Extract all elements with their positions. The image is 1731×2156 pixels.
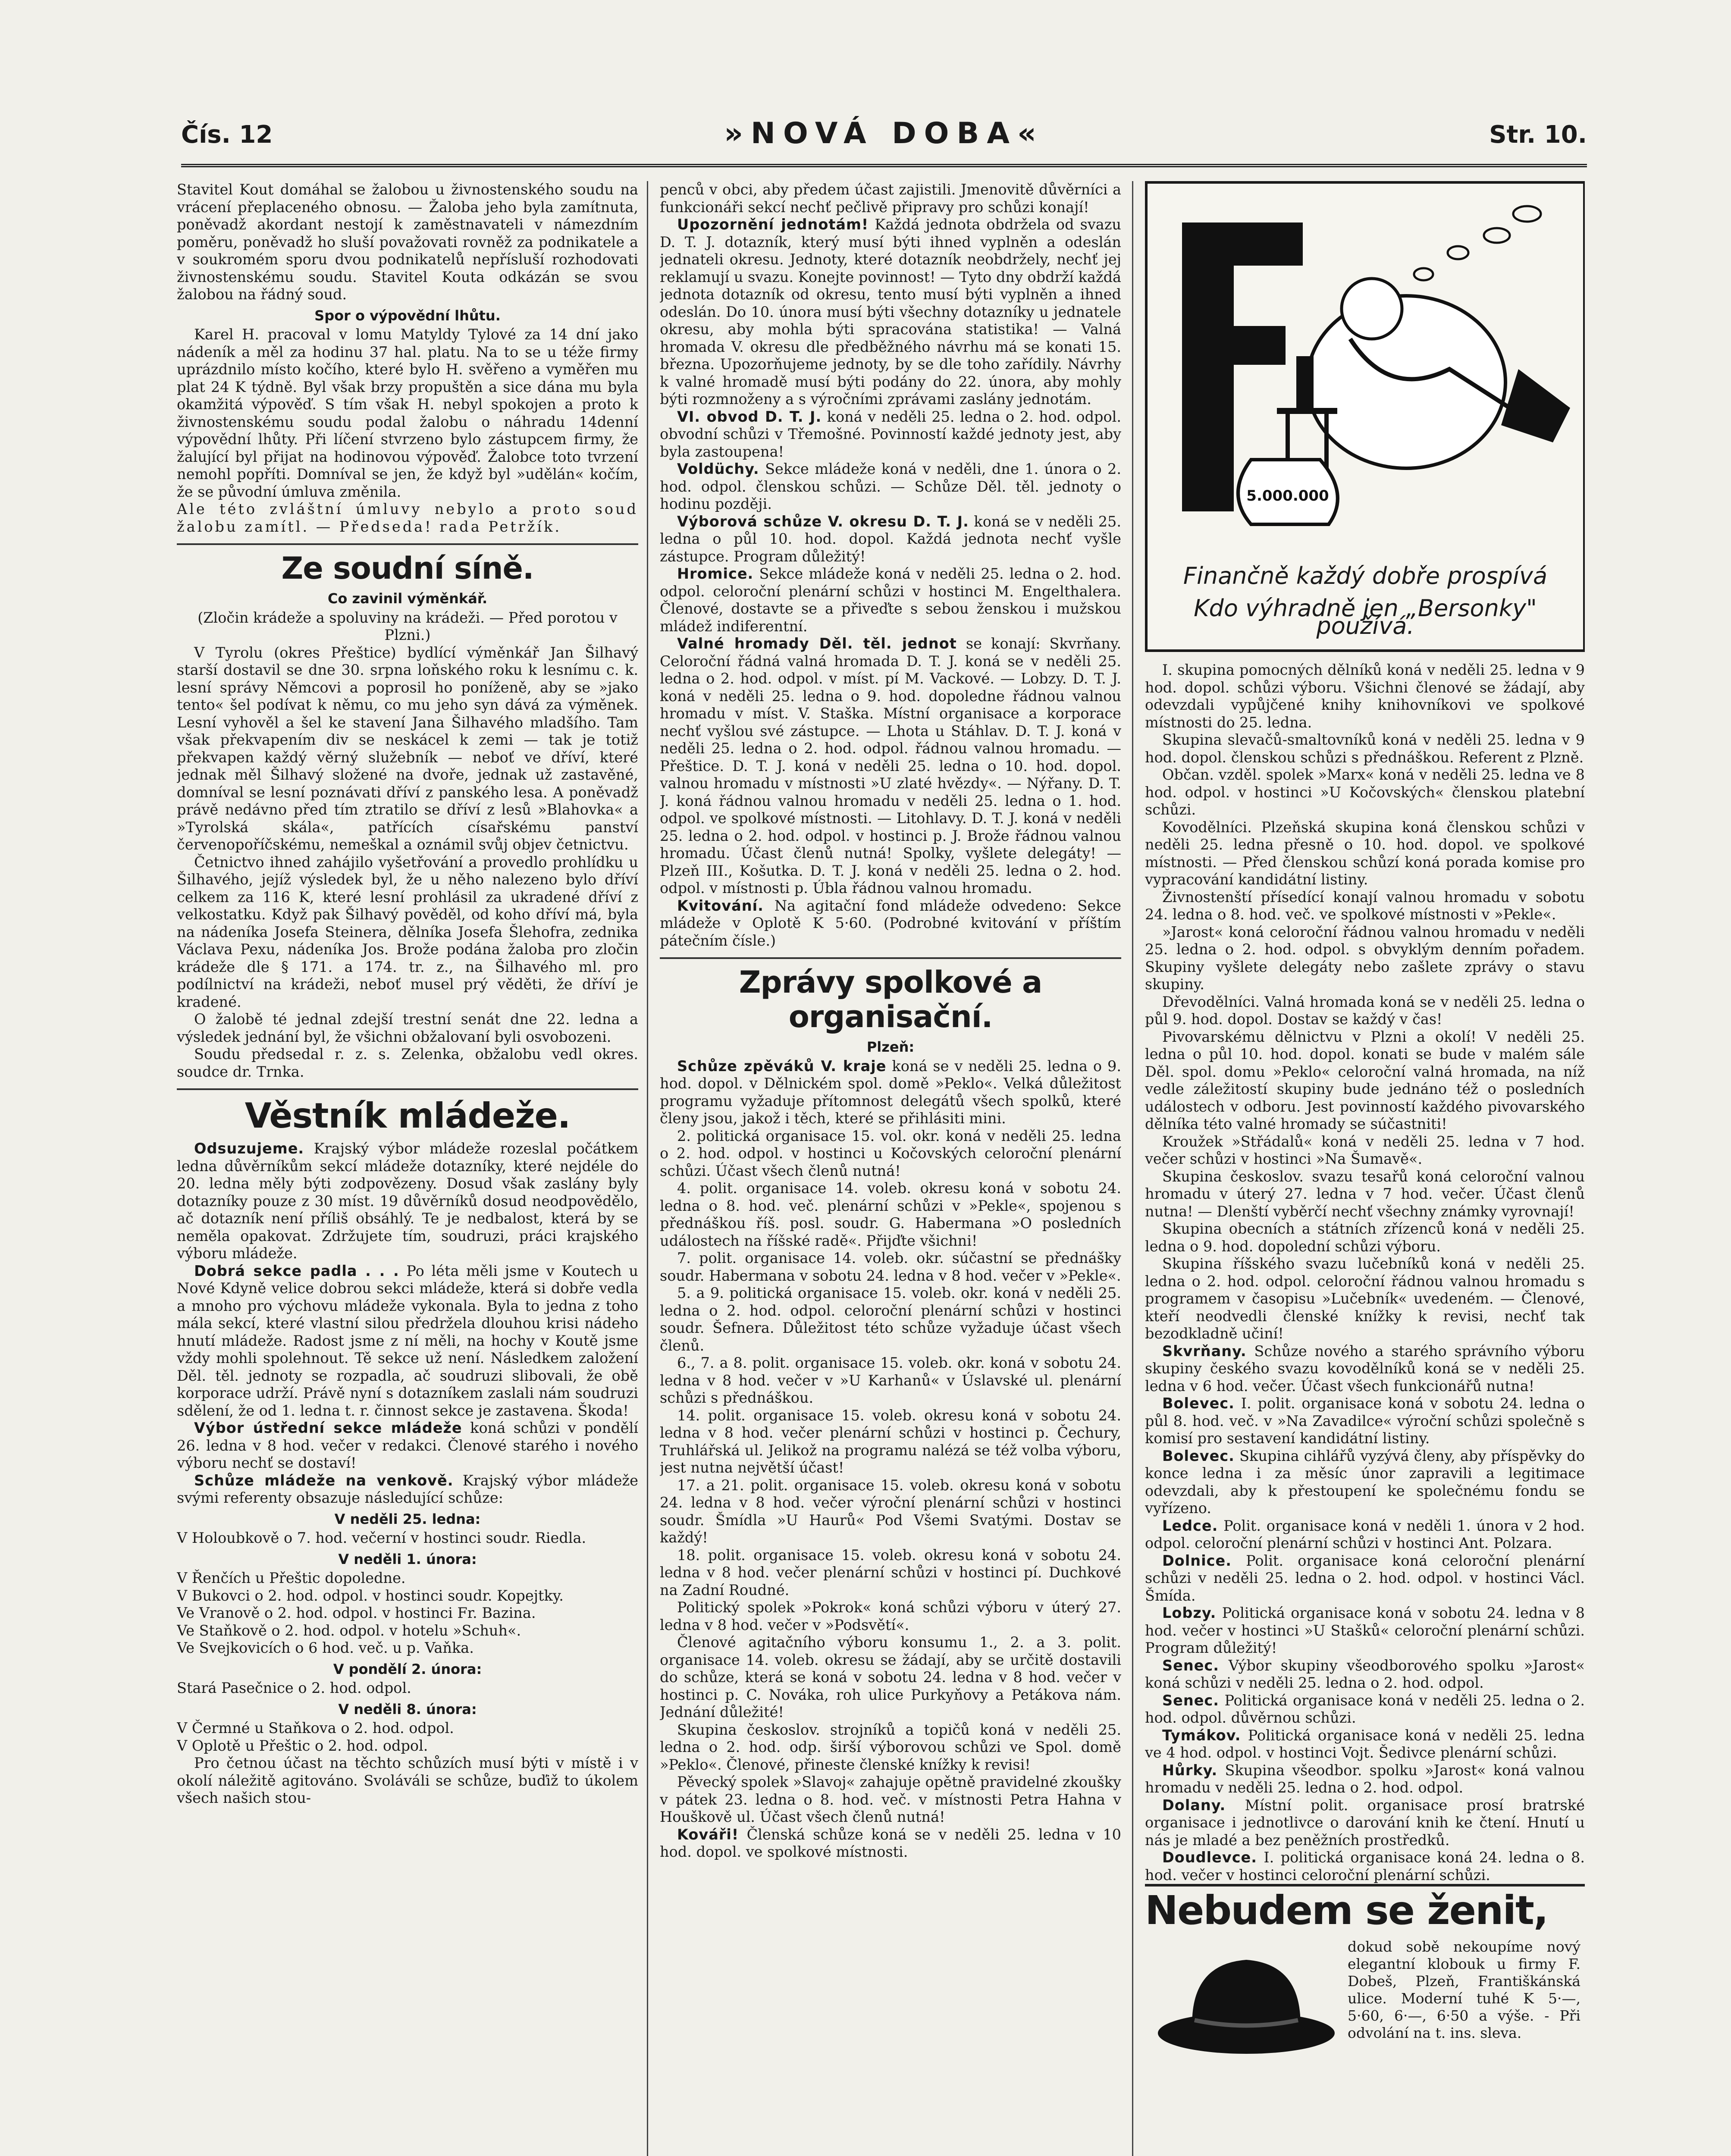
paragraph-lead: VI. obvod D. T. J. xyxy=(677,408,822,425)
article-paragraph xyxy=(660,408,1121,461)
article-paragraph: Politický spolek »Pokrok« koná schůzi výboru v úterý 27. ledna v 8 hod. večer v »Podsvětí«. xyxy=(660,1599,1121,1633)
bowler-hat-icon xyxy=(1154,1947,1339,2059)
column-rule xyxy=(1132,181,1133,2156)
date-heading: V neděli 1. února: xyxy=(338,1551,477,1567)
notice-paragraph: Živnostenští přísedící konají valnou hromadu v sobotu 24. ledna o 8. hod. več. ve spolkové místnosti v »Pekle«. xyxy=(1145,888,1585,923)
article-paragraph: O žalobě té jednal zdejší trestní senát dne 22. ledna a výsledek jednání byl, že všichni obžalovaní byli osvobozeni. xyxy=(177,1011,638,1045)
advertisement-line-1: Finančně každý dobře prospívá xyxy=(1183,562,1548,589)
article-paragraph: 7. polit. organisace 14. voleb. okr. súčastní se přednášky soudr. Habermana v sobotu 24. ledna v 8 hod. večer v »Pekle«. xyxy=(660,1250,1121,1284)
notice-paragraph xyxy=(1145,1727,1585,1762)
schedule-item: V Oplotě u Přeštic o 2. hod. odpol. xyxy=(177,1737,428,1754)
article-paragraph: 5. a 9. politická organisace 15. voleb. okr. koná v neděli 25. ledna o 2. hod. odpol. celoroční plenární schůzi v hostinci soudr. Šefnera. Důležitost této schůze vyžaduje účast všech členů. xyxy=(660,1285,1121,1354)
article-paragraph: Skupina českoslov. strojníků a topičů koná v neděli 25. ledna o 2. hod. odp. širší výborovou schůzi ve Spol. domě »Peklo«. Členové, přineste členské knížky k revisi! xyxy=(660,1721,1121,1773)
date-heading: V neděli 8. února: xyxy=(338,1701,477,1717)
paragraph-lead: Valné hromady Děl. těl. jednot xyxy=(677,635,957,652)
article-heading: Co zavinil výměnkář. xyxy=(327,590,488,607)
paragraph-text: Na agitační fond mládeže odvedeno: Sekce mládeže v Oplotě K 5·60. (Podrobné kvitování v příštím pátečním čísle.) xyxy=(660,897,1121,949)
section-heading: Zprávy spolkové a organisační. xyxy=(660,957,1121,1034)
paragraph-text: Místní polit. organisace prosí bratrské organisace i jednotlivce o darování knih ke čtení. Hnutí u nás je mladé a bez peněžních prostředků. xyxy=(1145,1796,1585,1849)
paragraph-lead: Schůze zpěváků V. kraje xyxy=(677,1057,887,1075)
paragraph-text: Po léta měli jsme v Koutech u Nové Kdyně velice dobrou sekci mládeže, která si dobře vedla a mnoho pro výchovu mládeže vykonala. Byla to jedna z toho mála sekcí, které vlastní silou předržela dlouhou krisi nádeho hnutí mládeže. Radost jsme z ní měli, na hochy v Koutě jsme vždy mohli spolehnout. Tě sekce už není. Následkem založení Děl. těl. jednoty se rozpadla, ač soudruzi slibovali, že obě korporace udrží. Právě nyní s dotazníkem zaslali nám soudruzi sdělení, že od 1. ledna t. r. činnost sekce je zastavena. Škoda! xyxy=(177,1262,638,1419)
shoe-icon xyxy=(1501,369,1570,442)
hat-advertisement xyxy=(1145,1884,1585,2079)
paragraph-text: Politická organisace koná v sobotu 24. ledna v 8 hod. večer v hostinci »U Stašků« celoroční plenární schůzi. Program důležitý! xyxy=(1145,1604,1585,1656)
article-paragraph xyxy=(660,216,1121,408)
notice-paragraph xyxy=(1145,1552,1585,1605)
paragraph-lead: Tymákov. xyxy=(1162,1727,1241,1744)
notice-paragraph xyxy=(1145,1797,1585,1849)
issue-number: Čís. 12 xyxy=(181,121,273,149)
paragraph-lead: Bolevec. xyxy=(1162,1447,1235,1464)
article-paragraph: penců v obci, aby předem účast zajistili. Jmenovitě důvěrníci a funkcionáři sekcí nechť pečlivě připravy pro schůzi konají! xyxy=(660,181,1121,216)
bersonky-advertisement xyxy=(1145,181,1585,652)
notice-paragraph: Kroužek »Střádalů« koná v neděli 25. ledna v 7 hod. večer schůzi v hostinci »Na Šumavě«. xyxy=(1145,1133,1585,1167)
paragraph-text: Sekce mládeže koná v neděli, dne 1. února o 2. hod. odpol. členskou schůzi. — Schůze Děl. těl. jednoty o hodinu později. xyxy=(660,461,1121,512)
article-paragraph: 17. a 21. polit. organisace 15. voleb. okresu koná v sobotu 24. ledna v 8 hod. večer výroční plenární schůzi v hostinci soudr. Šmídla »U Haurů« Pod Všemi Svatými. Dostav se každý! xyxy=(660,1476,1121,1546)
article-heading: Spor o výpovědní lhůtu. xyxy=(314,307,501,324)
notice-paragraph: Skupina slevačů-smaltovníků koná v neděli 25. ledna v 9 hod. dopol. členskou schůzi s přednáškou. Referent z Plzně. xyxy=(1145,731,1585,766)
advertisement-line-2: Kdo výhradně jen „Bersonky" používá. xyxy=(1194,595,1537,639)
paragraph-text: Schůze nového a starého správního výboru skupiny českého svazu kovodělníků koná se v neděli 25. ledna v 6 hod. večer. Účast všech funkcionářů nutna! xyxy=(1145,1342,1585,1395)
notice-paragraph xyxy=(1145,1343,1585,1395)
schedule-item: V Řenčích u Přeštic dopoledne. xyxy=(177,1570,406,1586)
notice-paragraph xyxy=(1145,1517,1585,1552)
schedule-item: Ve Vranově o 2. hod. odpol. v hostinci Fr. Bazina. xyxy=(177,1604,536,1621)
schedule-item: V Bukovci o 2. hod. odpol. v hostinci soudr. Kopejtky. xyxy=(177,1587,564,1604)
notice-paragraph xyxy=(1145,1657,1585,1692)
article-paragraph xyxy=(660,461,1121,513)
article-paragraph: Pěvecký spolek »Slavoj« zahajuje opětně pravidelné zkoušky v pátek 23. ledna o 8. hod. več. v místnosti Petra Hahna v Houškově ul. Účast všech členů nutná! xyxy=(660,1774,1121,1825)
schedule-item: Stará Pasečnice o 2. hod. odpol. xyxy=(177,1680,411,1696)
article-paragraph: Stavitel Kout domáhal se žalobou u živnostenského soudu na vrácení přeplaceného obnosu. — Žaloba jeho byla zamítnuta, poněvadž akordant nestojí k zaměstnavateli v námezdním poměru, poněvadž ho sluší považovati rovněž za podnikatele a v soukromém sporu dvou podnikatelů nepřísluší rozhodovati živnostenskému soudu. Stavitel Kouta odkázán se svou žalobou na řádný soud. xyxy=(177,181,638,303)
notice-paragraph xyxy=(1145,1604,1585,1657)
schedule-item: V Čermné u Staňkova o 2. hod. odpol. xyxy=(177,1720,454,1736)
paragraph-text: Politická organisace koná v neděli 25. ledna ve 4 hod. odpol. v hostinci Vojt. Šedivce plenární schůzi. xyxy=(1145,1727,1585,1761)
notice-paragraph xyxy=(1145,1762,1585,1797)
article-paragraph xyxy=(660,565,1121,635)
article-paragraph: V Tyrolu (okres Přeštice) bydlící výměnkář Jan Šilhavý starší dostavil se dne 30. srpna loňského roku k lesnímu c. k. lesní správy Němcovi a poprosil ho poníženě, aby se »jako tento« šel podívat k němu, co mu jeho syn dává za výměnek. Lesní vyhověl a šel ke stavení Jana Šilhavého mladšího. Tam však překvapením div se neskácel k zemi — tak je totiž překvapen každý věrný služebník — neboť ve dříví, které jednak měl Šilhavý složené na dvoře, jednak už zastavěné, domníval se lesní poznávati dříví z panského lesa. A poněvadž právě nedávno před tím ztratilo se dříví z lesů »Blahovka« a »Tyrolská skála«, patřících císařskému panství červenopoříčskému, nemeškal a oznámil svůj objev četnictvu. xyxy=(177,644,638,853)
article-paragraph: 6., 7. a 8. polit. organisace 15. voleb. okr. koná v sobotu 24. ledna v 8 hod. večer v »U Karhanů« v Úslavské ul. plenární schůzi s přednáškou. xyxy=(660,1354,1121,1406)
schedule-item: Ve Svejkovicích o 6 hod. več. u p. Vaňka. xyxy=(177,1639,474,1656)
paragraph-text: koná se v neděli 25. ledna o 9. hod. dopol. v Dělnickém spol. domě »Peklo«. Velká důležitost programu vyžaduje přítomnost delegátů všech spolků, které členy jsou, jakož i těch, které se přihlásiti mini. xyxy=(660,1057,1121,1127)
paragraph-lead: Odsuzujeme. xyxy=(194,1140,304,1157)
paragraph-text: Výbor skupiny všeodborového spolku »Jarost« koná schůzi v neděli 25. ledna o 2. hod. odpol. xyxy=(1145,1657,1585,1691)
column-1 xyxy=(177,181,638,2156)
paragraph-text: se konají: Skvrňany. Celoroční řádná valná hromada D. T. J. koná se v neděli 25. ledna o 2. hod. odpol. v míst. pí M. Vackové. — Lobzy. D. T. J. koná v neděli 25. ledna o 9. hod. dopoledne řádnou valnou hromadu v míst. V. Staška. Místní organisace a korporace nechť vyšlou své zástupce. — Lhota u Stáhlav. D. T. J. koná v neděli 25. ledna o 2. hod. odpol. řádnou valnou hromadu. — Přeštice. D. T. J. koná v neděli 25. ledna o 10. hod. dopol. valnou hromadu v místnosti »U zlaté hvězdy«. — Nýřany. D. T. J. koná řádnou valnou hromadu v neděli 25. ledna o 1. hod. odpol. ve spolkové místnosti. — Litohlavy. D. T. J. koná v neděli 25. ledna o 2. hod. odpol. v hostinci p. J. Brože řádnou valnou hromadu. Účast členů nutná! Spolky, vyšlete delegáty! — Plzeň III., Košutka. D. T. J. koná v neděli 25. ledna o 2. hod. odpol. v místnosti p. Úbla řádnou valnou hromadu. xyxy=(660,635,1121,896)
column-3 xyxy=(1145,181,1585,2156)
notice-paragraph: Skupina říšského svazu lučebníků koná v neděli 25. ledna o 2. hod. odpol. celoroční řádnou valnou hromadu s programem v časopisu »Lučebník« uvedeném. — Členové, kteří neodvedli členské knížky k revisi, nechť tak bezodkladně učiní! xyxy=(1145,1255,1585,1342)
notice-paragraph xyxy=(1145,1849,1585,1884)
article-paragraph xyxy=(177,1420,638,1472)
article-paragraph: Karel H. pracoval v lomu Matyldy Tylové za 14 dní jako nádeník a měl za hodinu 37 hal. platu. Na to se u téže firmy uprázdnilo místo kočího, které bylo H. svěřeno a vyměřen mu plat 24 K týdně. Byl však brzy propuštěn a sice dána mu byla okamžitá výpověď. S tím však H. nebyl spokojen a proto k živnostenskému soudu podal žalobu o náhradu 14denní výpovědní lhůty. Při líčení stvrzeno bylo zástupcem firmy, že žalující byl přijat na hodinovou výpověď. Žalobce toto tvrzení nemohl popříti. Domníval se jen, že když byl »udělán« kočím, že se původní úmluva změnila. xyxy=(177,326,638,500)
hat-advertisement-headline: Nebudem se ženit, xyxy=(1145,1887,1548,1934)
page-number: Str. 10. xyxy=(1489,121,1587,149)
paragraph-lead: Bolevec. xyxy=(1162,1395,1235,1412)
article-paragraph xyxy=(177,1472,638,1507)
article-paragraph xyxy=(660,513,1121,566)
article-paragraph xyxy=(660,1058,1121,1128)
column-2 xyxy=(660,181,1121,2156)
article-paragraph: Soudu předsedal r. z. s. Zelenka, obžalobu vedl okres. soudce dr. Trnka. xyxy=(177,1046,638,1080)
section-heading: Ze soudní síně. xyxy=(177,543,638,586)
paragraph-lead: Výborová schůze V. okresu D. T. J. xyxy=(677,513,969,530)
city-heading: Plzeň: xyxy=(866,1039,915,1055)
paragraph-lead: Senec. xyxy=(1162,1657,1220,1674)
date-heading: V neděli 25. ledna: xyxy=(334,1510,481,1527)
paragraph-lead: Senec. xyxy=(1162,1692,1220,1709)
page-header xyxy=(181,116,1587,167)
paragraph-text: koná v neděli 25. ledna o 2. hod. odpol. obvodní schůzi v Třemošné. Povinností každé jednoty jest, aby byla zastoupena! xyxy=(660,408,1121,460)
paragraph-lead: Dobrá sekce padla . . . xyxy=(194,1262,399,1279)
notice-paragraph xyxy=(1145,1448,1585,1517)
notice-paragraph: Skupina obecních a státních zřízenců koná v neděli 25. ledna o 9. hod. dopolední schůzi výboru. xyxy=(1145,1220,1585,1255)
paragraph-lead: Kováři! xyxy=(677,1826,739,1843)
article-paragraph xyxy=(660,635,1121,897)
paragraph-lead: Dolany. xyxy=(1162,1796,1226,1814)
notice-paragraph: »Jarost« koná celoroční řádnou valnou hromadu v neděli 25. ledna o 2. hod. odpol. s obvyklým denním pořadem. Skupiny vyšlete delegáty nebo zašlete zprávy o stavu skupiny. xyxy=(1145,923,1585,993)
smoke-icon xyxy=(1414,268,1433,280)
article-paragraph xyxy=(660,897,1121,950)
paragraph-text: Krajský výbor mládeže rozeslal počátkem ledna důvěrníkům sekcí mládeže dotazníky, které nejdéle do 20. ledna měly býti zodpovězeny. Dosud však zaslány byly dotazníky pouze z 30 míst. 19 důvěrníků dosud neodpovědělo, ač dotazník není příliš obsáhlý. Te je nedbalost, která by se neměla opakovat. Zdržujete tím, soudruzi, práci krajského výboru mládeže. xyxy=(177,1140,638,1262)
article-paragraph xyxy=(177,1140,638,1263)
article-paragraph: 4. polit. organisace 14. voleb. okresu koná v sobotu 24. ledna o 8. hod. več. plenární schůzi v »Pekle«, spojenou s přednáškou říš. posl. soudr. G. Habermana »O posledních událostech na říšské radě«. Přijďte všichni! xyxy=(660,1180,1121,1249)
paragraph-lead: Ledce. xyxy=(1162,1517,1218,1534)
money-bag-label: 5.000.000 xyxy=(1246,487,1329,505)
paragraph-lead: Dolnice. xyxy=(1162,1552,1232,1569)
paragraph-text: I. politická organisace koná 24. ledna o 8. hod. večer v hostinci celoroční plenární schůzi. xyxy=(1145,1849,1585,1883)
paragraph-lead: Voldüchy. xyxy=(677,461,759,477)
article-paragraph xyxy=(177,1263,638,1420)
paragraph-lead: Lobzy. xyxy=(1162,1604,1217,1621)
article-subheading: (Zločin krádeže a spoluviny na krádeži. — Před porotou v Plzni.) xyxy=(198,609,618,643)
article-paragraph: Pro četnou účast na těchto schůzích musí býti v místě i v okolí náležitě agitováno. Svoláváli se schůze, buďiž to úkolem všech našich stou- xyxy=(177,1755,638,1806)
paragraph-lead: Schůze mládeže na venkově. xyxy=(194,1472,454,1489)
advertisement-illustration xyxy=(1148,184,1583,563)
paragraph-text: Polit. organisace koná v neděli 1. února v 2 hod. odpol. celoroční plenární schůzi v hostinci Ant. Polzara. xyxy=(1145,1517,1585,1551)
notice-paragraph: Pivovarskému dělnictvu v Plzni a okolí! V neděli 25. ledna o půl 10. hod. dopol. konati se bude v malém sále Děl. spol. domu »Peklo« celoroční valná hromada, na níž vedle záležitostí skupiny bude jednáno též o posledních událostech v odboru. Jest povinností každého pivovarského dělníka této valné hromady se súčastniti! xyxy=(1145,1028,1585,1132)
notice-paragraph: Skupina českoslov. svazu tesařů koná celoroční valnou hromadu v úterý 27. ledna v 7 hod. večer. Účast členů nutna! — Dlenští vyběrčí nechť všechny známky vyrovnají! xyxy=(1145,1168,1585,1220)
article-paragraph: Četnictvo ihned zahájilo vyšetřování a provedlo prohlídku u Šilhavého, jejíž výsledek byl, že u něho nalezeno bylo dříví celkem za 116 K, které lesní prohlásil za ukradené dříví z velkostatku. Když pak Šilhavý pověděl, od koho dříví má, byla na nádeníka Josefa Steinera, dělníka Josefa Šlehofra, zednika Václava Pexu, nádeníka Jos. Brože podána žaloba pro zločin krádeže dle § 171. a 174. tr. z., na Šilhavého ml. pro podílnictví na krádeži, neboť musel prý věděti, že dříví je kradené. xyxy=(177,853,638,1010)
notice-paragraph: I. skupina pomocných dělníků koná v neděli 25. ledna v 9 hod. dopol. schůzi výboru. Všichni členové se žádají, aby odevzdali vypůjčené knihy knihovníkovi ve spolkové místnosti do 25. ledna. xyxy=(1145,661,1585,731)
paragraph-text: Každá jednota obdržela od svazu D. T. J. dotazník, který musí býti ihned vyplněn a odeslán jednateli okresu. Jednoty, které dotazník neobdržely, nechť jej reklamují u svazu. Konejte povinnost! — Tyto dny obdrží každá jednota dotazník od okresu, tento musí býti vyplněn a ihned odeslán. Do 10. února musí býti všechny dotazníky u jednatele okresu, aby mohla býti spracována statistika! — Valná hromada V. okresu dle předběžného návrhu má se konati 15. března. Upozorňujeme jednoty, by se dle toho zařídily. Návrhy k valné hromadě musí býti podány do 22. února, aby mohly býti rozmnoženy a s výročními zprávami zaslány jednotám. xyxy=(660,216,1121,407)
article-paragraph: Členové agitačního výboru konsumu 1., 2. a 3. polit. organisace 14. voleb. okresu se žádají, aby se určitě dostavili do schůze, která se koná v sobotu 24. ledna v 8 hod. večer v hostinci p. C. Nováka, roh ulice Purkyňovy a Petákova nám. Jednání důležité! xyxy=(660,1634,1121,1720)
paragraph-text: koná schůzi v pondělí 26. ledna v 8 hod. večer v redakci. Členové starého i nového výboru nechť se dostaví! xyxy=(177,1420,638,1471)
article-paragraph: Ale této zvláštní úmluvy nebylo a proto soud žalobu zamítl. — Předseda! rada Petržík. xyxy=(177,501,638,535)
article-paragraph: 2. politická organisace 15. vol. okr. koná v neděli 25. ledna o 2. hod. odpol. v hostinci u Kočovských celoroční plenární schůzi. Účast všech členů nutná! xyxy=(660,1127,1121,1179)
man-head-icon xyxy=(1342,279,1402,339)
notice-paragraph xyxy=(1145,1692,1585,1727)
section-heading: Věstník mládeže. xyxy=(177,1088,638,1136)
paragraph-lead: Výbor ústřední sekce mládeže xyxy=(194,1420,462,1436)
article-paragraph xyxy=(660,1826,1121,1861)
paragraph-lead: Hůrky. xyxy=(1162,1761,1218,1779)
schedule-item: V Holoubkově o 7. hod. večerní v hostinci soudr. Riedla. xyxy=(177,1529,586,1546)
paragraph-text: I. polit. organisace koná v sobotu 24. ledna o půl 8. hod. več. v »Na Zavadilce« výroční schůzi společně s komisí pro sestavení kandidátní listiny. xyxy=(1145,1395,1585,1447)
paragraph-text: Skupina cihlářů vyzývá členy, aby příspěvky do konce ledna i za měsíc únor zapravili a legitimace odevzdali, aby k přestoupení ke společnému fondu se vyřízeno. xyxy=(1145,1447,1585,1517)
paragraph-lead: Skvrňany. xyxy=(1162,1342,1247,1360)
paragraph-text: Členská schůze koná se v neděli 25. ledna v 10 hod. dopol. ve spolkové místnosti. xyxy=(660,1826,1121,1860)
notice-paragraph xyxy=(1145,1395,1585,1448)
paragraph-text: Krajský výbor mládeže svými referenty obsazuje následující schůze: xyxy=(177,1472,638,1506)
paragraph-lead: Hromice. xyxy=(677,565,754,582)
paragraph-lead: Upozornění jednotám! xyxy=(677,216,869,233)
bottle-icon xyxy=(1296,356,1314,408)
hat-advertisement-text: dokud sobě nekoupíme nový elegantní klobouk u firmy F. Dobeš, Plzeň, Františkánská ulice. Moderní tuhé K 5·—, 5·60, 6·—, 6·50 a výše. - Při odvolání na t. ins. sleva. xyxy=(1348,1938,1580,2041)
paragraph-lead: Doudlevce. xyxy=(1162,1849,1257,1866)
schedule-item: Ve Staňkově o 2. hod. odpol. v hotelu »Schuh«. xyxy=(177,1622,521,1639)
article-paragraph: 18. polit. organisace 15. voleb. okresu koná v sobotu 24. ledna v 8 hod. večer plenární schůzi v hostinci pí. Duchkové na Zadní Roudné. xyxy=(660,1546,1121,1598)
paragraph-text: Sekce mládeže koná v neděli 25. ledna o 2. hod. odpol. celoroční plenární schůzi v hostinci M. Engelthalera. Členové, dostavte se a přiveďte s sebou ženskou i mužskou mládež indiferentní. xyxy=(660,565,1121,635)
paragraph-text: Skupina všeodbor. spolku »Jarost« koná valnou hromadu v neděli 25. ledna o 2. hod. odpol. xyxy=(1145,1761,1585,1796)
newspaper-title: »NOVÁ DOBA« xyxy=(724,116,1044,150)
armchair-icon xyxy=(1307,296,1505,468)
paragraph-lead: Kvitování. xyxy=(677,897,764,914)
paragraph-text: Politická organisace koná v neděli 25. ledna o 2. hod. odpol. důvěrnou schůzi. xyxy=(1145,1692,1585,1726)
notice-paragraph: Dřevodělníci. Valná hromada koná se v neděli 25. ledna o půl 9. hod. dopol. Dostav se každý v čas! xyxy=(1145,993,1585,1028)
paragraph-text: koná se v neděli 25. ledna o půl 10. hod. dopol. Každá jednota nechť vyšle zástupce. Program důležitý! xyxy=(660,513,1121,565)
table-icon xyxy=(1277,408,1337,414)
notice-paragraph: Kovodělníci. Plzeňská skupina koná členskou schůzi v neděli 25. ledna přesně o 10. hod. dopol. ve spolkové místnosti. — Před členskou schůzí koná porada komise pro vypracování kandidátní listiny. xyxy=(1145,818,1585,888)
article-paragraph: 14. polit. organisace 15. voleb. okresu koná v sobotu 24. ledna v 8 hod. večer plenární schůzi v hostinci p. Čechury, Truhlářská ul. Jelikož na programu nalézá se též volba výboru, jest nutna největší účast! xyxy=(660,1407,1121,1476)
notice-paragraph: Občan. vzděl. spolek »Marx« koná v neděli 25. ledna ve 8 hod. odpol. v hostinci »U Kočovských« členskou platební schůzi. xyxy=(1145,766,1585,818)
paragraph-text: Polit. organisace koná celoroční plenární schůzi v neděli 25. ledna o 2. hod. odpol. v hostinci Václ. Šmída. xyxy=(1145,1552,1585,1604)
date-heading: V pondělí 2. února: xyxy=(333,1661,482,1677)
column-rule xyxy=(647,181,648,2156)
